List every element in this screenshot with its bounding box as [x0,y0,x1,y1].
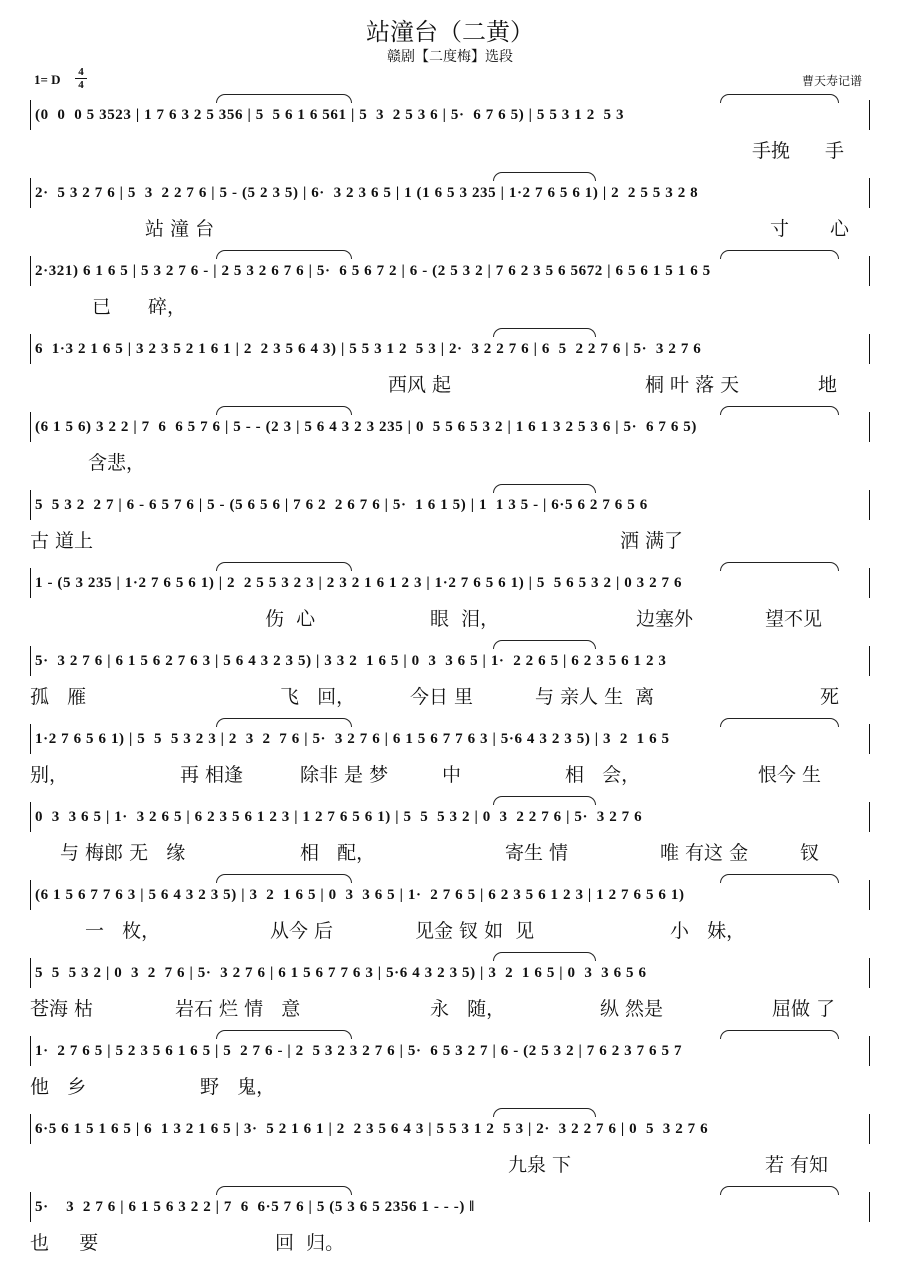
slur-mark [493,1108,596,1117]
slur-mark [216,406,352,415]
slur-mark [720,562,840,571]
lyric-word: 岩石 烂 情 意 [175,998,301,1020]
lyric-word: 站 潼 台 [145,218,215,240]
notation-line: 1 - (5 3 235 | 1·2 7 6 5 6 1) | 2 2 5 5 3 2 3 | 2 3 2 1 6 1 2 3 | 1·2 7 6 5 6 1) | 5 5 6 5 3 2 | 0 3 2 7 6 [30,568,870,598]
notation-line: 0 3 3 6 5 | 1· 3 2 6 5 | 6 2 3 5 6 1 2 3 | 1 2 7 6 5 6 1) | 5 5 5 3 2 | 0 3 2 2 7 6 | 5· 3 2 7 6 [30,802,870,832]
notation-line: (6 1 5 6 7 7 6 3 | 5 6 4 3 2 3 5) | 3 2 1 6 5 | 0 3 3 6 5 | 1· 2 7 6 5 | 6 2 3 5 6 1 2 3 | 1 2 7 6 5 6 1) [30,880,870,910]
subtitle: 赣剧【二度梅】选段 [387,49,513,65]
lyric-word: 桐 叶 落 天 [645,374,740,396]
lyric-word: 回 归。 [275,1232,345,1254]
lyric-word: 一 枚， [85,920,161,942]
lyric-word: 心 [830,218,850,240]
lyric-word: 除非 是 梦 [300,764,389,786]
slur-mark [216,718,352,727]
lyric-word: 含悲， [88,452,146,474]
slur-mark [493,796,596,805]
key-signature: 1= D [34,72,61,87]
page-title: 站潼台（二黄） [366,18,534,46]
lyrics-line [30,524,870,558]
score-system [30,1036,870,1120]
notation-line: 6·5 6 1 5 1 6 5 | 6 1 3 2 1 6 5 | 3· 5 2 1 6 1 | 2 2 3 5 6 4 3 | 5 5 3 1 2 5 3 | 2· 3 2 2 7 6 | 0 5 3 2 7 6 [30,1114,870,1144]
lyric-word: 相 会， [565,764,641,786]
lyric-word: 见金 钗 如 见 [415,920,535,942]
lyrics-line [30,836,870,870]
lyric-word: 边塞外 [636,608,694,630]
score-system [30,568,870,652]
slur-mark [493,172,596,181]
notation-line: 2·321) 6 1 6 5 | 5 3 2 7 6 - | 2 5 3 2 6 7 6 | 5· 6 5 6 7 2 | 6 - (2 5 3 2 | 7 6 2 3 5 6 5672 | 6 5 6 1 5 1 6 5 [30,256,870,286]
slur-mark [720,718,840,727]
lyric-word: 他 乡 [30,1076,87,1098]
lyric-word: 与 梅郎 无 缘 [60,842,186,864]
score-system [30,724,870,808]
notation-line: 5 5 5 3 2 | 0 3 2 7 6 | 5· 3 2 7 6 | 6 1 5 6 7 7 6 3 | 5·6 4 3 2 3 5) | 3 2 1 6 5 | 0 3 3 6 5 6 [30,958,870,988]
lyrics-line [30,1148,870,1182]
notation-line: 6 1·3 2 1 6 5 | 3 2 3 5 2 1 6 1 | 2 2 3 5 6 4 3) | 5 5 3 1 2 5 3 | 2· 3 2 2 7 6 | 6 5 2 2 7 6 | 5· 3 2 7 6 [30,334,870,364]
time-signature [75,66,87,91]
lyric-word: 今日 里 [410,686,474,708]
lyric-word: 苍海 枯 [30,998,94,1020]
lyric-word: 也 要 [30,1232,99,1254]
score-system [30,1192,870,1276]
lyric-word: 中 [442,764,462,786]
meter-bottom: 4 [78,79,84,91]
score-system [30,880,870,964]
lyric-word: 古 道上 [30,530,94,552]
lyric-word: 野 鬼， [200,1076,276,1098]
slur-mark [216,874,352,883]
lyrics-line [30,992,870,1026]
transcriber-credit: 曹天寿记谱 [801,74,862,88]
slur-mark [493,952,596,961]
lyric-word: 洒 满了 [620,530,684,552]
slur-mark [216,250,352,259]
lyric-word: 屈做 了 [772,998,836,1020]
lyric-word: 寄生 情 [505,842,569,864]
lyric-word: 望不见 [765,608,823,630]
slur-mark [720,94,840,103]
lyric-word: 唯 有这 金 [660,842,749,864]
slur-mark [216,1186,352,1195]
slur-mark [720,250,840,259]
slur-mark [493,484,596,493]
notation-line: 5· 3 2 7 6 | 6 1 5 6 3 2 2 | 7 6 6·5 7 6 | 5 (5 3 6 5 2356 1 - - -) ‖ [30,1192,870,1222]
slur-mark [720,1030,840,1039]
lyrics-line [30,1070,870,1104]
slur-mark [493,640,596,649]
score-system [30,256,870,340]
lyrics-line [30,758,870,792]
lyric-word: 钗 [800,842,820,864]
lyric-word: 九泉 下 [508,1154,572,1176]
lyrics-line [30,914,870,948]
lyric-word: 寸 [770,218,790,240]
lyric-word: 纵 然是 [600,998,664,1020]
lyric-word: 手挽 [752,140,791,162]
lyric-word: 眼 泪， [430,608,500,630]
lyrics-line [30,1226,870,1260]
slur-mark [216,94,352,103]
notation-line: 5· 3 2 7 6 | 6 1 5 6 2 7 6 3 | 5 6 4 3 2 3 5) | 3 3 2 1 6 5 | 0 3 3 6 5 | 1· 2 2 6 5 | 6 2 3 5 6 1 2 3 [30,646,870,676]
lyric-word: 永 随， [430,998,506,1020]
score-system [30,100,870,184]
slur-mark [216,1030,352,1039]
lyric-word: 恨今 生 [758,764,822,786]
slur-mark [493,328,596,337]
lyric-word: 相 配， [300,842,376,864]
lyric-word: 碎， [148,296,187,318]
slur-mark [720,874,840,883]
notation-line: 5 5 3 2 2 7 | 6 - 6 5 7 6 | 5 - (5 6 5 6 | 7 6 2 2 6 7 6 | 5· 1 6 1 5) | 1 1 3 5 - | 6·5 6 2 7 6 5 6 [30,490,870,520]
notation-line: 1· 2 7 6 5 | 5 2 3 5 6 1 6 5 | 5 2 7 6 - | 2 5 3 2 3 2 7 6 | 5· 6 5 3 2 7 | 6 - (2 5 3 2 | 7 6 2 3 7 6 5 7 [30,1036,870,1066]
notation-line: (0 0 0 5 3523 | 1 7 6 3 2 5 356 | 5 5 6 1 6 561 | 5 3 2 5 3 6 | 5· 6 7 6 5) | 5 5 3 1 2 5 3 [30,100,870,130]
notation-line: (6 1 5 6) 3 2 2 | 7 6 6 5 7 6 | 5 - - (2 3 | 5 6 4 3 2 3 235 | 0 5 5 6 5 3 2 | 1 6 1 3 2 5 3 6 | 5· 6 7 6 5) [30,412,870,442]
lyric-word: 死 [820,686,840,708]
slur-mark [216,562,352,571]
lyric-word: 已 [92,296,112,318]
lyric-word: 孤 雁 [30,686,87,708]
slur-mark [720,406,840,415]
lyric-word: 若 有知 [765,1154,829,1176]
notation-line: 1·2 7 6 5 6 1) | 5 5 5 3 2 3 | 2 3 2 7 6 | 5· 3 2 7 6 | 6 1 5 6 7 7 6 3 | 5·6 4 3 2 3 5) | 3 2 1 6 5 [30,724,870,754]
lyric-word: 伤 心 [265,608,316,630]
lyrics-line [30,446,870,480]
lyrics-line [30,680,870,714]
lyric-word: 再 相逢 [180,764,244,786]
lyrics-line [30,290,870,324]
meter-top: 4 [78,66,84,78]
slur-mark [720,1186,840,1195]
lyric-word: 小 妹， [670,920,746,942]
score-system [30,412,870,496]
lyric-word: 飞 回， [280,686,356,708]
lyric-word: 从今 后 [270,920,334,942]
lyrics-line [30,212,870,246]
notation-line: 2· 5 3 2 7 6 | 5 3 2 2 7 6 | 5 - (5 2 3 5) | 6· 3 2 3 6 5 | 1 (1 6 5 3 235 | 1·2 7 6 5 6 1) | 2 2 5 5 3 2 8 [30,178,870,208]
lyric-word: 西风 起 [388,374,452,396]
lyrics-line [30,368,870,402]
lyric-word: 与 亲人 生 离 [535,686,655,708]
lyric-word: 地 [818,374,838,396]
lyrics-line [30,134,870,168]
lyric-word: 别， [30,764,69,786]
lyrics-line [30,602,870,636]
lyric-word: 手 [825,140,845,162]
